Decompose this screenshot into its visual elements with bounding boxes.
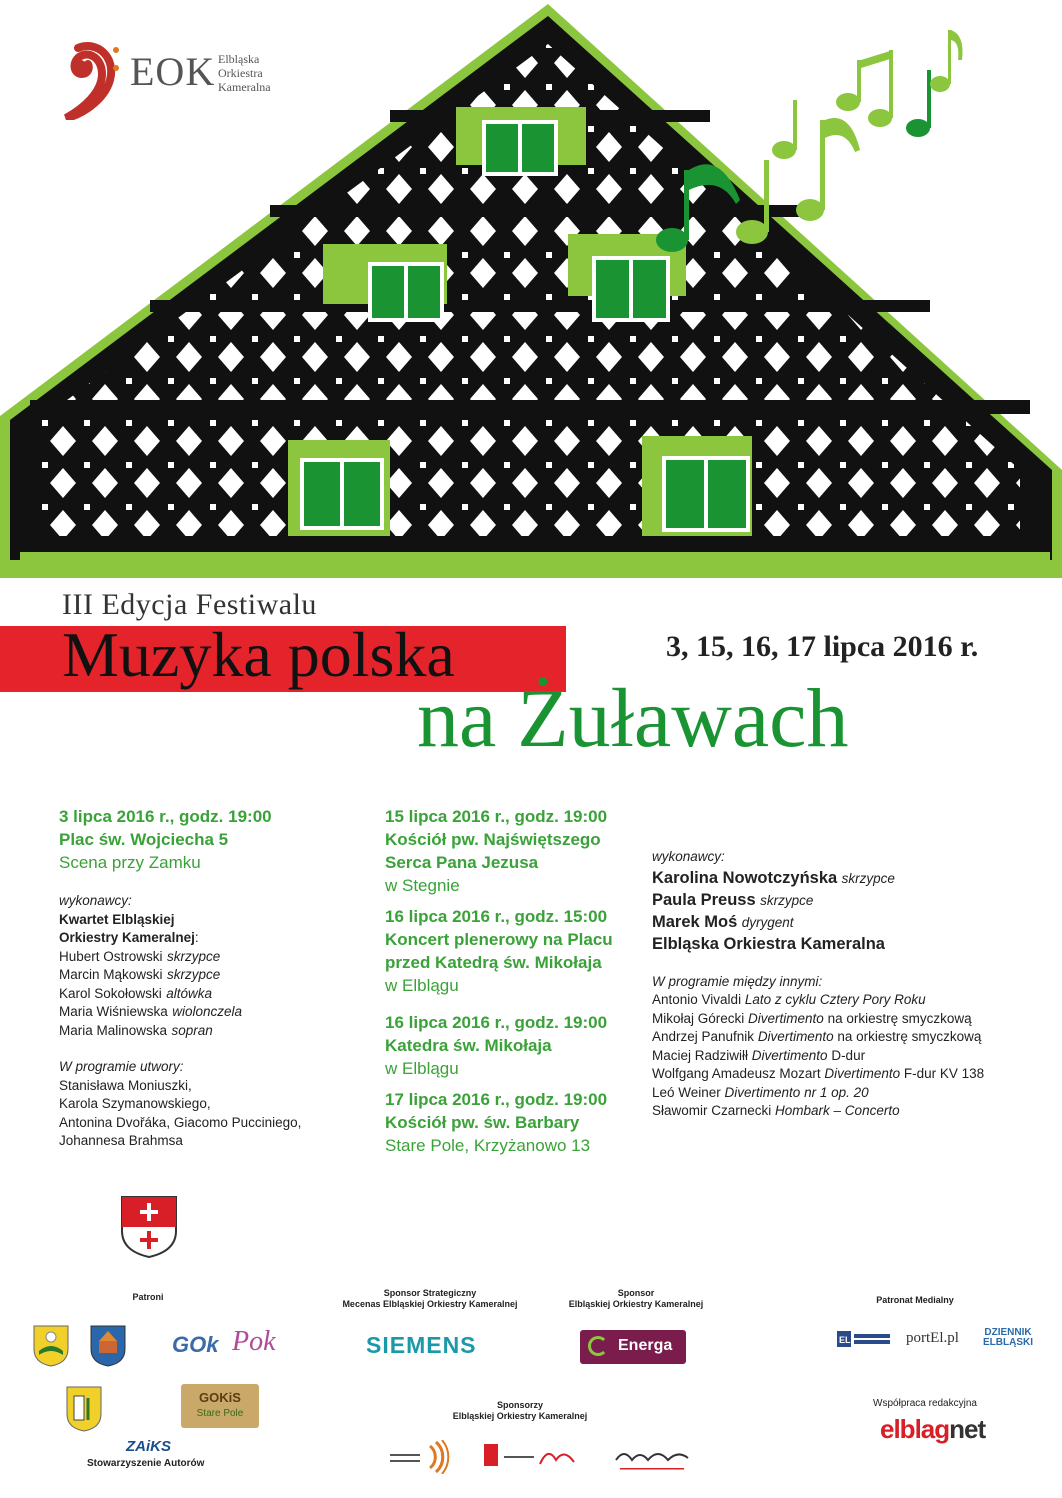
concert-place: Kościół pw. św. Barbary xyxy=(385,1113,580,1132)
gokis-logo: GOKiS Stare Pole xyxy=(181,1384,259,1428)
performer-row: Marcin Mąkowski skrzypce xyxy=(59,967,221,982)
performers-label: wykonawcy: xyxy=(59,893,132,908)
siemens-logo: SIEMENS xyxy=(366,1332,477,1358)
concert-date: 16 lipca 2016 r., godz. 15:00 xyxy=(385,907,608,926)
program-item: Stanisława Moniuszki, xyxy=(59,1077,192,1093)
concert-subplace: Stare Pole, Krzyżanowo 13 xyxy=(385,1136,591,1155)
concert-subplace: w Stegnie xyxy=(385,876,460,895)
eok-logo xyxy=(58,40,288,125)
performer-row: Paula Preuss skrzypce xyxy=(652,890,814,909)
performer-row: Hubert Ostrowski skrzypce xyxy=(59,948,221,964)
program-item: Wolfgang Amadeusz Mozart Divertimento F-dur KV 138 xyxy=(652,1066,985,1081)
concert-place: Kościół pw. Najświętszego xyxy=(385,830,601,849)
sponsor-label: Sponsor Elbląskiej Orkiestry Kameralnej xyxy=(568,1288,704,1309)
concert-place: Plac św. Wojciecha 5 xyxy=(59,830,229,849)
concert-date: 17 lipca 2016 r., godz. 19:00 xyxy=(385,1090,608,1109)
logo-abbr: EOK xyxy=(130,49,216,94)
festival-title-line2: na Żuławach xyxy=(417,672,849,765)
meble-logo-icon xyxy=(482,1440,582,1474)
energa-swirl-icon xyxy=(588,1336,608,1356)
concert-place: Serca Pana Jezusa xyxy=(385,853,539,872)
program-item: Mikołaj Górecki Divertimento na orkiestrę smyczkową xyxy=(652,1010,972,1026)
concert-place: przed Katedrą św. Mikołaja xyxy=(385,953,602,972)
sponsors-label: Sponsorzy Elbląskiej Orkiestry Kameralnej xyxy=(452,1400,588,1421)
portel-logo: portEl.pl xyxy=(906,1330,959,1346)
elblag-net-logo: elblagnet xyxy=(880,1414,986,1444)
patron-logo-gok-icon xyxy=(170,1328,220,1360)
patron-crest-1-icon xyxy=(33,1325,69,1367)
patrons-label: Patroni xyxy=(132,1292,164,1302)
concert-place: Koncert plenerowy na Placu xyxy=(385,930,613,949)
performers-and-program xyxy=(652,848,1042,1121)
metal-expert-logo-icon xyxy=(386,1440,456,1474)
performers-label: wykonawcy: xyxy=(652,849,725,864)
performer-row: Maria Wiśniewska wiolonczela xyxy=(59,1004,243,1019)
concert-column-2 xyxy=(385,805,645,1157)
edition-subtitle: III Edycja Festiwalu xyxy=(62,588,317,621)
program-item: Karola Szymanowskiego, xyxy=(59,1096,211,1111)
tv-elblag-logo-icon xyxy=(836,1328,892,1350)
program-item: Johannesa Brahmsa xyxy=(59,1133,183,1148)
performer-row: Marek Moś dyrygent xyxy=(652,912,794,931)
zaiks-logo: ZAiKS xyxy=(126,1438,171,1455)
performer-row: Maria Malinowska sopran xyxy=(59,1022,213,1038)
svg-text:EL: EL xyxy=(839,1335,851,1345)
editorial-cooperation-label: Współpraca redakcyjna xyxy=(873,1398,977,1409)
elblag-coat-of-arms-icon xyxy=(120,1195,178,1259)
window-bottom-left xyxy=(288,440,390,536)
program-item: Antonio Vivaldi Lato z cyklu Cztery Pory Roku xyxy=(652,992,926,1007)
kaboler-logo-icon xyxy=(612,1440,692,1474)
program-item: Leó Weiner Divertimento nr 1 op. 20 xyxy=(652,1084,869,1100)
patron-crest-2-icon xyxy=(90,1325,126,1367)
concert-subplace: Scena przy Zamku xyxy=(59,853,201,872)
concert-date: 16 lipca 2016 r., godz. 19:00 xyxy=(385,1013,608,1032)
ensemble-name-line2: Orkiestry Kameralnej: xyxy=(59,930,199,945)
ensemble-name-line1: Kwartet Elbląskiej xyxy=(59,911,175,927)
concert-date: 3 lipca 2016 r., godz. 19:00 xyxy=(59,807,272,826)
bass-clef-icon xyxy=(58,40,120,120)
patron-logo-pok-icon xyxy=(230,1318,276,1364)
festival-title-line1: Muzyka polska xyxy=(62,619,455,690)
media-patron-label: Patronat Medialny xyxy=(876,1295,954,1305)
svg-text:Pok: Pok xyxy=(232,1326,276,1357)
svg-text:GOk: GOk xyxy=(172,1332,219,1357)
zaiks-subtitle: Stowarzyszenie Autorów xyxy=(87,1458,205,1469)
performer-row: Karol Sokołowski altówka xyxy=(59,985,213,1001)
program-item: Sławomir Czarnecki Hombark – Concerto xyxy=(652,1103,900,1118)
patron-crest-3-icon xyxy=(66,1386,102,1432)
energa-logo: Energa xyxy=(580,1330,686,1364)
performer-row: Karolina Nowotczyńska skrzypce xyxy=(652,868,895,887)
window-bottom-right xyxy=(642,436,752,536)
window-top xyxy=(456,107,586,174)
logo-full-name: Elbląska Orkiestra Kameralna xyxy=(218,52,271,94)
concert-subplace: w Elblągu xyxy=(385,1059,459,1078)
program-item: Maciej Radziwiłł Divertimento D-dur xyxy=(652,1047,866,1063)
program-item: Antonina Dvořáka, Giacomo Pucciniego, xyxy=(59,1114,302,1130)
program-label: W programie między innymi: xyxy=(652,973,823,989)
strategic-sponsor-label: Sponsor Strategiczny Mecenas Elbląskiej Orkiestry Kameralnej xyxy=(342,1288,518,1309)
orchestra-name: Elbląska Orkiestra Kameralna xyxy=(652,934,885,953)
program-label: W programie utwory: xyxy=(59,1059,184,1074)
concert-date: 15 lipca 2016 r., godz. 19:00 xyxy=(385,807,608,826)
program-item: Andrzej Panufnik Divertimento na orkiestrę smyczkową xyxy=(652,1029,982,1044)
concert-column-1 xyxy=(59,805,349,1151)
concert-place: Katedra św. Mikołaja xyxy=(385,1036,552,1055)
festival-dates: 3, 15, 16, 17 lipca 2016 r. xyxy=(666,630,979,663)
dziennik-elblaski-logo: DZIENNIK ELBLĄSKI xyxy=(983,1327,1033,1348)
concert-subplace: w Elblągu xyxy=(385,976,459,995)
